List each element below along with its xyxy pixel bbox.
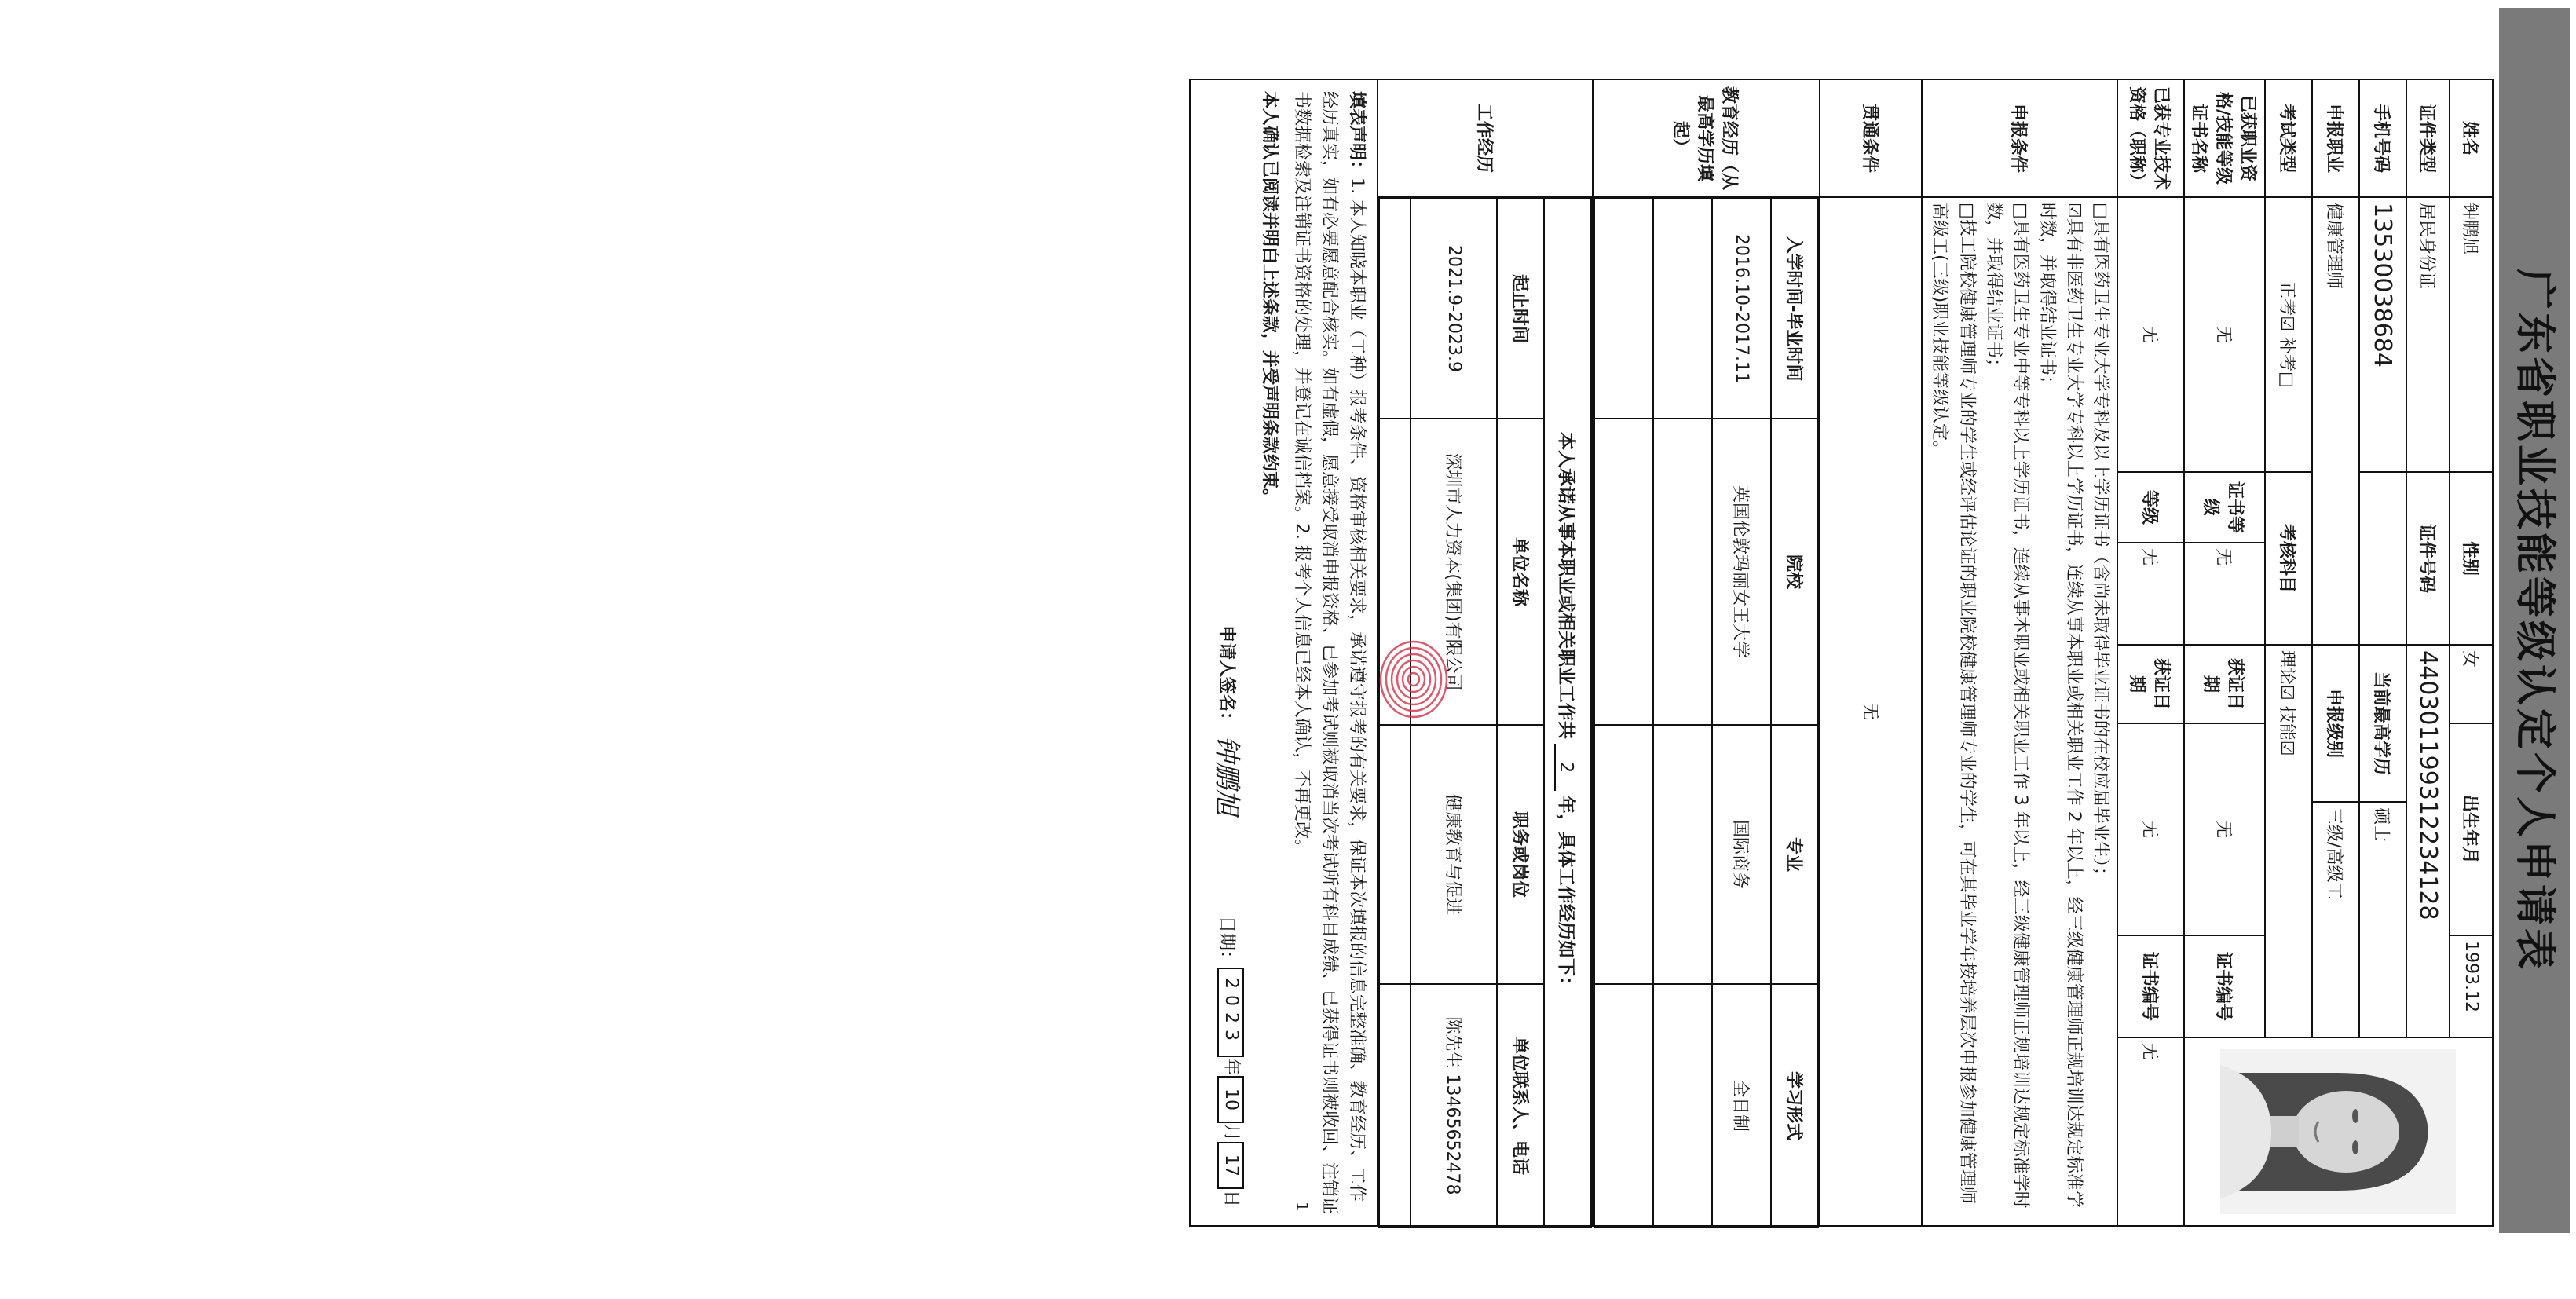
condition-option-2: ☑具有非医药卫生专业大学专科以上学历证书，连续从事本职业或相关职业工作 2 年以上，经三级健康管理师正规培训达规定标准学时数，并取得结业证书； (2036, 203, 2084, 1208)
id-type-value: 居民身份证 (2406, 197, 2450, 472)
edu-header-time: 入学时间-毕业时间 (1771, 199, 1818, 419)
cert-label: 已获职业资格/技能等级证书名称 (2184, 79, 2265, 197)
application-form-rotated (1210, 0, 2576, 1257)
fingerprint-icon (1370, 636, 1457, 723)
date-year: 2023 (1217, 968, 1244, 1057)
form-title: 广东省职业技能等级认定个人申请表 (2511, 268, 2558, 972)
pass-value: 无 (1820, 197, 1922, 1226)
conditions-label: 申报条件 (1922, 79, 2117, 197)
title-cert-grade-value: 无 (2117, 543, 2184, 645)
gender-label: 性别 (2450, 472, 2493, 645)
work-cell (1379, 199, 1411, 419)
gender-value: 女 (2450, 645, 2493, 723)
date-day-unit: 日 (1220, 1190, 1241, 1208)
cert-date-label: 获证日期 (2184, 645, 2265, 723)
level-label: 申报级别 (2312, 645, 2359, 802)
declaration-heading: 填表声明： (1347, 91, 1367, 178)
commit-text-a: 本人承诺从事本职业或相关职业工作共 (1556, 432, 1577, 739)
edu-cell (1653, 725, 1712, 984)
page-number: 1 (1293, 1202, 1312, 1212)
condition-option-3: □具有医药卫生专业中等专科以上学历证书，连续从事本职业或相关职业工作 3 年以上，经三级健康管理师正规培训达规定标准学时数，并取得结业证书； (1983, 203, 2030, 1209)
work-header-time: 起止时间 (1497, 199, 1544, 419)
edu-header-major: 专业 (1771, 725, 1818, 984)
date-month-unit: 月 (1220, 1124, 1241, 1142)
title-cert-no-label: 证书编号 (2117, 935, 2184, 1037)
job-value: 健康管理师 (2312, 197, 2359, 645)
date-boxes (1217, 967, 1244, 1207)
job-label: 申报职业 (2312, 79, 2359, 197)
edu-cell (1653, 984, 1712, 1228)
exam-subject-value: 理论☑ 技能☑ (2265, 645, 2312, 1037)
name-label: 姓名 (2450, 79, 2493, 197)
exam-subject-label: 考核科目 (2265, 472, 2312, 645)
declaration-confirm: 本人确认已阅读并明白上述条款，并受声明条款约束。 (1259, 91, 1279, 507)
work-commitment (1544, 199, 1591, 1228)
title-cert-no-value: 无 (2117, 1037, 2184, 1226)
phone-label: 手机号码 (2359, 79, 2406, 197)
work-header-company: 单位名称 (1497, 419, 1544, 725)
work-cell (1379, 984, 1411, 1228)
signature-row (1197, 91, 1256, 1214)
edu-cell (1594, 725, 1653, 984)
blank-cell (2359, 472, 2406, 645)
edu-cell: 国际商务 (1712, 725, 1771, 984)
declaration-text: 1. 本人知晓本职业（工种）报考条件、资格审核相关要求，承诺遵守报考的有关要求，保证本次填报的信息完整准确、教育经历、工作经历真实，如有必要愿意配合核实。如有虚假，愿意接受取消申报资格、已参加考试则被取消当次考试所有科目成绩、已获得证书则被收回、注销证书数据检索及注销证书资格的处理，并登记在诚信档案。2. 报考个人信息已经本人确认，不再更改。 (1291, 91, 1367, 1215)
declaration (1190, 79, 1378, 1226)
commit-text-b: 年，具体工作经历如下： (1556, 796, 1577, 994)
cert-grade-label: 证书等级 (2184, 472, 2265, 543)
title-cert-value: 无 (2117, 197, 2184, 472)
cert-no-label: 证书编号 (2184, 935, 2265, 1037)
birth-value: 1993.12 (2450, 935, 2493, 1037)
cert-value: 无 (2184, 197, 2265, 472)
commit-years: 2 (1554, 744, 1576, 791)
date-label: 日期： (1216, 916, 1236, 968)
photo (2184, 1037, 2493, 1226)
level-value: 三级/高级工 (2312, 802, 2359, 1037)
work-cell: 2021.9-2023.9 (1411, 199, 1497, 419)
edu-cell (1653, 419, 1712, 725)
edu-cell (1594, 419, 1653, 725)
cert-grade-value: 无 (2184, 543, 2265, 645)
work-header-contact: 单位联系人、电话 (1497, 984, 1544, 1228)
table-row (1712, 199, 1771, 1228)
edu-cell: 英国伦敦玛丽女王大学 (1712, 419, 1771, 725)
conditions-options (1922, 197, 2117, 1226)
edu-cell (1594, 199, 1653, 419)
condition-option-4: □技工院校健康管理师专业的学生或经评估论证的职业院校健康管理师专业的学生，可在其毕业学年按培养层次申报参加健康管理师高级工(三级)职业技能等级认定。 (1930, 203, 1977, 1204)
work-cell: 陈先生 13465652478 (1411, 984, 1497, 1228)
work-cell: 健康教育与促进 (1411, 725, 1497, 984)
date-month: 10 (1217, 1076, 1244, 1123)
edu-label: 当前最高学历 (2359, 645, 2406, 802)
cert-date-value: 无 (2184, 723, 2265, 935)
table-row (1594, 199, 1653, 1228)
signature-name: 钟鹏旭 (1210, 735, 1242, 815)
phone-value: 13530038684 (2359, 197, 2406, 472)
education-cell (1593, 197, 1820, 1226)
education-table (1594, 198, 1819, 1228)
table-row (1653, 199, 1712, 1228)
edu-header-mode: 学习形式 (1771, 984, 1818, 1228)
signature-label: 申请人签名： (1216, 625, 1236, 730)
edu-value: 硕士 (2359, 802, 2406, 1037)
work-cell: 深圳市人力资本(集团)有限公司 (1411, 419, 1497, 725)
exam-type-value: 正考☑ 补考□ (2265, 197, 2312, 472)
id-no-value: 440301199312234128 (2406, 645, 2450, 1037)
work-cell (1379, 725, 1411, 984)
edu-cell: 全日制 (1712, 984, 1771, 1228)
edu-cell (1594, 984, 1653, 1228)
date-year-unit: 年 (1220, 1058, 1241, 1076)
id-type-label: 证件类型 (2406, 79, 2450, 197)
title-cert-date-value: 无 (2117, 723, 2184, 935)
condition-option-1: □具有医药卫生专业大学专科及以上学历证书（含尚未取得毕业证书的在校应届毕业生）； (2091, 203, 2110, 884)
work-label: 工作经历 (1378, 79, 1593, 197)
birth-label: 出生年月 (2450, 723, 2493, 935)
date-day: 17 (1217, 1142, 1244, 1189)
exam-type-label: 考试类型 (2265, 79, 2312, 197)
title-cert-grade-label: 等级 (2117, 472, 2184, 543)
work-header-position: 职务或岗位 (1497, 725, 1544, 984)
edu-cell (1653, 199, 1712, 419)
title-banner (2499, 8, 2570, 1233)
edu-cell: 2016.10-2017.11 (1712, 199, 1771, 419)
portrait-photo (2221, 1049, 2457, 1214)
title-cert-date-label: 获证日期 (2117, 645, 2184, 723)
name-value: 钟鹏旭 (2450, 197, 2493, 472)
pass-label: 贯通条件 (1820, 79, 1922, 197)
edu-header-school: 院校 (1771, 419, 1818, 725)
id-no-label: 证件号码 (2406, 472, 2450, 645)
education-label: 教育经历（从最高学历填起） (1593, 79, 1820, 197)
title-cert-label: 已获专业技术资格（职称） (2117, 79, 2184, 197)
